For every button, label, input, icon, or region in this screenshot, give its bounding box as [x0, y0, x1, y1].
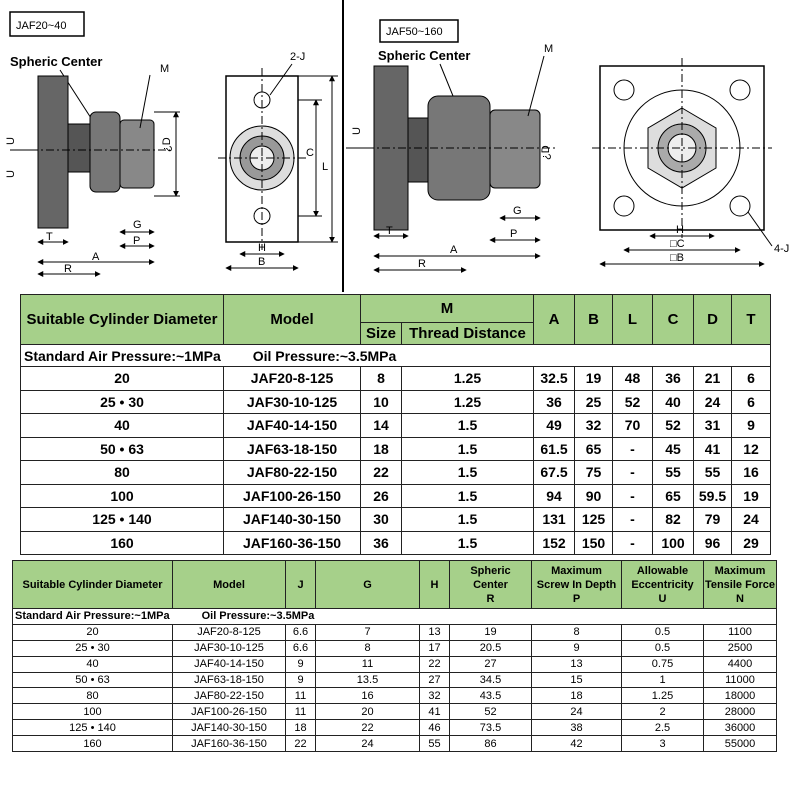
t2-oil-pressure: Oil Pressure:~3.5MPa — [201, 610, 315, 623]
t2-header-u: Allowable Eccentricity U — [622, 561, 704, 609]
t1-cell-dia: 160 — [21, 531, 224, 555]
t2-cell-u: 1.25 — [622, 688, 704, 704]
right-m-label: M — [544, 43, 554, 55]
t1-cell-a: 152 — [534, 531, 575, 555]
t2-header-g: G — [316, 561, 420, 609]
t2-cell-p: 18 — [532, 688, 622, 704]
t1-cell-a: 94 — [534, 484, 575, 508]
t1-cell-thread: 1.5 — [402, 414, 534, 438]
t2-cell-model: JAF30-10-125 — [173, 640, 286, 656]
t1-cell-t: 24 — [732, 508, 771, 532]
t2-cell-r: 34.5 — [450, 672, 532, 688]
t2-cell-u: 0.5 — [622, 624, 704, 640]
t2-cell-p: 15 — [532, 672, 622, 688]
left-u-label-bottom: U — [5, 170, 17, 178]
t1-cell-d: 96 — [694, 531, 732, 555]
t1-cell-d: 31 — [694, 414, 732, 438]
t2-cell-g: 20 — [316, 704, 420, 720]
t2-cell-h: 13 — [420, 624, 450, 640]
t2-cell-u: 2 — [622, 704, 704, 720]
t1-pressure-note — [21, 345, 771, 367]
t1-cell-t: 12 — [732, 437, 771, 461]
t1-cell-t: 6 — [732, 390, 771, 414]
t1-cell-size: 14 — [361, 414, 402, 438]
t1-cell-c: 100 — [653, 531, 694, 555]
t2-cell-model: JAF160-36-150 — [173, 736, 286, 752]
t1-cell-l: 52 — [613, 390, 653, 414]
t2-cell-u: 1 — [622, 672, 704, 688]
t2-cell-j: 22 — [286, 736, 316, 752]
t2-header-diameter: Suitable Cylinder Diameter — [13, 561, 173, 609]
table-row — [13, 640, 777, 656]
table-row — [13, 672, 777, 688]
t2-cell-h: 27 — [420, 672, 450, 688]
t2-cell-n: 2500 — [704, 640, 777, 656]
t2-header-p: Maximum Screw In Depth P — [532, 561, 622, 609]
table-row — [21, 390, 771, 414]
technical-drawings — [0, 0, 800, 292]
t1-header-d: D — [694, 295, 732, 345]
t2-cell-n: 4400 — [704, 656, 777, 672]
t2-cell-dia: 20 — [13, 624, 173, 640]
t2-cell-g: 16 — [316, 688, 420, 704]
t2-cell-g: 22 — [316, 720, 420, 736]
t1-cell-t: 6 — [732, 367, 771, 391]
t1-cell-d: 59.5 — [694, 484, 732, 508]
t2-cell-g: 11 — [316, 656, 420, 672]
dimensions-table-main — [20, 294, 771, 555]
t1-cell-c: 55 — [653, 461, 694, 485]
t2-cell-j: 6.6 — [286, 640, 316, 656]
t2-air-pressure: Standard Air Pressure:~1MPa — [15, 610, 170, 623]
t2-cell-u: 3 — [622, 736, 704, 752]
t2-cell-j: 11 — [286, 688, 316, 704]
t2-cell-r: 20.5 — [450, 640, 532, 656]
t1-cell-l: - — [613, 508, 653, 532]
t2-cell-j: 11 — [286, 704, 316, 720]
t1-cell-t: 16 — [732, 461, 771, 485]
right-4j-label: 4-J — [774, 243, 790, 255]
t1-cell-size: 36 — [361, 531, 402, 555]
t2-cell-dia: 25 • 30 — [13, 640, 173, 656]
t1-cell-thread: 1.5 — [402, 531, 534, 555]
t1-cell-thread: 1.5 — [402, 508, 534, 532]
t1-cell-l: 70 — [613, 414, 653, 438]
t2-cell-n: 36000 — [704, 720, 777, 736]
t2-cell-n: 1100 — [704, 624, 777, 640]
t1-header-t: T — [732, 295, 771, 345]
t2-cell-model: JAF63-18-150 — [173, 672, 286, 688]
t1-cell-dia: 50 • 63 — [21, 437, 224, 461]
t1-cell-model: JAF30-10-125 — [224, 390, 361, 414]
t1-cell-size: 22 — [361, 461, 402, 485]
left-2j-label: 2-J — [290, 51, 306, 63]
t2-cell-p: 24 — [532, 704, 622, 720]
t2-cell-g: 7 — [316, 624, 420, 640]
t1-cell-a: 67.5 — [534, 461, 575, 485]
t1-header-model: Model — [224, 295, 361, 345]
t2-cell-dia: 80 — [13, 688, 173, 704]
t2-cell-n: 28000 — [704, 704, 777, 720]
t2-cell-p: 9 — [532, 640, 622, 656]
t2-cell-model: JAF40-14-150 — [173, 656, 286, 672]
left-model-tag: JAF20~40 — [16, 20, 67, 32]
right-g-label: G — [513, 205, 522, 217]
table-row — [13, 720, 777, 736]
left-p-label: P — [133, 235, 141, 247]
right-d-label: ¿D — [540, 145, 552, 160]
t1-cell-model: JAF63-18-150 — [224, 437, 361, 461]
t1-cell-dia: 40 — [21, 414, 224, 438]
table-row — [13, 736, 777, 752]
t1-cell-model: JAF20-8-125 — [224, 367, 361, 391]
t2-cell-model: JAF140-30-150 — [173, 720, 286, 736]
table-row — [21, 437, 771, 461]
t1-cell-d: 55 — [694, 461, 732, 485]
t2-cell-u: 0.5 — [622, 640, 704, 656]
t1-header-diameter: Suitable Cylinder Diameter — [21, 295, 224, 345]
t1-cell-a: 61.5 — [534, 437, 575, 461]
t1-cell-l: - — [613, 461, 653, 485]
right-c-label: □C — [670, 238, 685, 250]
t2-cell-dia: 100 — [13, 704, 173, 720]
t1-cell-c: 65 — [653, 484, 694, 508]
right-u-label: U — [351, 127, 363, 135]
t2-cell-j: 9 — [286, 672, 316, 688]
t2-cell-dia: 40 — [13, 656, 173, 672]
t1-cell-model: JAF80-22-150 — [224, 461, 361, 485]
t1-cell-c: 52 — [653, 414, 694, 438]
t2-cell-dia: 160 — [13, 736, 173, 752]
t2-cell-p: 8 — [532, 624, 622, 640]
t2-cell-n: 18000 — [704, 688, 777, 704]
t1-cell-a: 49 — [534, 414, 575, 438]
t1-cell-l: - — [613, 437, 653, 461]
t1-header-c: C — [653, 295, 694, 345]
t1-cell-a: 131 — [534, 508, 575, 532]
table-row — [13, 704, 777, 720]
t2-cell-j: 9 — [286, 656, 316, 672]
t1-cell-thread: 1.5 — [402, 484, 534, 508]
left-c-label: C — [306, 147, 314, 159]
t2-cell-r: 19 — [450, 624, 532, 640]
t2-cell-h: 22 — [420, 656, 450, 672]
left-b-label: B — [258, 256, 266, 268]
t2-cell-h: 17 — [420, 640, 450, 656]
t2-cell-n: 11000 — [704, 672, 777, 688]
t1-cell-model: JAF160-36-150 — [224, 531, 361, 555]
t2-cell-model: JAF80-22-150 — [173, 688, 286, 704]
t1-cell-t: 9 — [732, 414, 771, 438]
t1-header-l: L — [613, 295, 653, 345]
t1-header-b: B — [575, 295, 613, 345]
t1-cell-thread: 1.25 — [402, 367, 534, 391]
t2-pressure-note — [13, 609, 777, 625]
table-row — [21, 484, 771, 508]
right-b-label: □B — [670, 252, 684, 264]
t1-cell-model: JAF40-14-150 — [224, 414, 361, 438]
t2-cell-model: JAF20-8-125 — [173, 624, 286, 640]
t1-cell-dia: 25 • 30 — [21, 390, 224, 414]
t2-cell-g: 24 — [316, 736, 420, 752]
t2-cell-r: 52 — [450, 704, 532, 720]
t1-cell-d: 79 — [694, 508, 732, 532]
t1-cell-b: 125 — [575, 508, 613, 532]
left-t-label: T — [46, 231, 53, 243]
t1-cell-size: 26 — [361, 484, 402, 508]
table-row — [21, 531, 771, 555]
t2-header-n: Maximum Tensile Force N — [704, 561, 777, 609]
t1-cell-c: 36 — [653, 367, 694, 391]
table-row — [21, 508, 771, 532]
t1-header-m: M — [361, 295, 534, 323]
left-spheric-label: Spheric Center — [10, 54, 103, 69]
t1-cell-l: - — [613, 531, 653, 555]
t1-cell-d: 41 — [694, 437, 732, 461]
t1-cell-size: 30 — [361, 508, 402, 532]
t1-cell-t: 29 — [732, 531, 771, 555]
table-row — [13, 624, 777, 640]
t1-cell-size: 8 — [361, 367, 402, 391]
t2-cell-g: 13.5 — [316, 672, 420, 688]
left-l-label: L — [322, 161, 329, 173]
drawing-jaf20-40 — [5, 12, 338, 275]
t1-header-size: Size — [361, 323, 402, 345]
t1-cell-b: 90 — [575, 484, 613, 508]
t1-cell-c: 82 — [653, 508, 694, 532]
t1-air-pressure: Standard Air Pressure:~1MPa — [24, 347, 221, 364]
table-row — [21, 461, 771, 485]
right-p-label: P — [510, 228, 518, 240]
right-h-label: H — [676, 224, 684, 236]
drawing-jaf50-160 — [346, 20, 789, 270]
t1-cell-b: 65 — [575, 437, 613, 461]
t2-header-h: H — [420, 561, 450, 609]
t1-cell-b: 25 — [575, 390, 613, 414]
left-m-label: M — [160, 63, 170, 75]
t1-cell-b: 19 — [575, 367, 613, 391]
t1-cell-l: 48 — [613, 367, 653, 391]
t2-cell-dia: 50 • 63 — [13, 672, 173, 688]
table-row — [21, 367, 771, 391]
t2-cell-j: 6.6 — [286, 624, 316, 640]
t1-cell-dia: 80 — [21, 461, 224, 485]
t1-cell-thread: 1.5 — [402, 461, 534, 485]
right-t-label: T — [386, 225, 393, 237]
t2-header-model: Model — [173, 561, 286, 609]
t1-cell-c: 45 — [653, 437, 694, 461]
t1-cell-size: 18 — [361, 437, 402, 461]
t1-cell-dia: 100 — [21, 484, 224, 508]
t2-cell-h: 46 — [420, 720, 450, 736]
left-d-label: ¿D — [161, 137, 173, 152]
t1-cell-thread: 1.5 — [402, 437, 534, 461]
right-spheric-label: Spheric Center — [378, 48, 471, 63]
left-u-label-top: U — [5, 137, 17, 145]
t2-cell-h: 41 — [420, 704, 450, 720]
t1-cell-l: - — [613, 484, 653, 508]
table-row — [13, 688, 777, 704]
t2-cell-n: 55000 — [704, 736, 777, 752]
table-row — [21, 414, 771, 438]
t2-cell-h: 32 — [420, 688, 450, 704]
t2-cell-model: JAF100-26-150 — [173, 704, 286, 720]
t2-cell-g: 8 — [316, 640, 420, 656]
t1-cell-dia: 20 — [21, 367, 224, 391]
t2-cell-dia: 125 • 140 — [13, 720, 173, 736]
t1-cell-dia: 125 • 140 — [21, 508, 224, 532]
t1-cell-a: 36 — [534, 390, 575, 414]
t2-cell-r: 27 — [450, 656, 532, 672]
t2-cell-u: 0.75 — [622, 656, 704, 672]
right-model-tag: JAF50~160 — [386, 26, 443, 38]
t2-header-r: Spheric Center R — [450, 561, 532, 609]
t2-cell-r: 86 — [450, 736, 532, 752]
t1-cell-model: JAF140-30-150 — [224, 508, 361, 532]
t1-cell-t: 19 — [732, 484, 771, 508]
left-h-label: H — [258, 242, 266, 254]
t1-cell-thread: 1.25 — [402, 390, 534, 414]
t2-cell-p: 38 — [532, 720, 622, 736]
dimensions-table-secondary — [12, 560, 777, 752]
t2-cell-h: 55 — [420, 736, 450, 752]
t1-cell-b: 32 — [575, 414, 613, 438]
t1-header-thread: Thread Distance — [402, 323, 534, 345]
t2-cell-p: 13 — [532, 656, 622, 672]
t1-cell-model: JAF100-26-150 — [224, 484, 361, 508]
t1-cell-a: 32.5 — [534, 367, 575, 391]
right-r-label: R — [418, 258, 426, 270]
t2-cell-p: 42 — [532, 736, 622, 752]
t2-cell-r: 43.5 — [450, 688, 532, 704]
left-r-label: R — [64, 263, 72, 275]
t2-cell-j: 18 — [286, 720, 316, 736]
t2-header-j: J — [286, 561, 316, 609]
t1-cell-b: 150 — [575, 531, 613, 555]
left-a-label: A — [92, 251, 100, 263]
left-g-label: G — [133, 219, 142, 231]
t1-header-a: A — [534, 295, 575, 345]
t1-cell-d: 24 — [694, 390, 732, 414]
t1-oil-pressure: Oil Pressure:~3.5MPa — [252, 347, 397, 364]
t1-cell-d: 21 — [694, 367, 732, 391]
t1-cell-c: 40 — [653, 390, 694, 414]
t1-cell-b: 75 — [575, 461, 613, 485]
table-row — [13, 656, 777, 672]
t2-cell-r: 73.5 — [450, 720, 532, 736]
t1-cell-size: 10 — [361, 390, 402, 414]
right-a-label: A — [450, 244, 458, 256]
t2-cell-u: 2.5 — [622, 720, 704, 736]
